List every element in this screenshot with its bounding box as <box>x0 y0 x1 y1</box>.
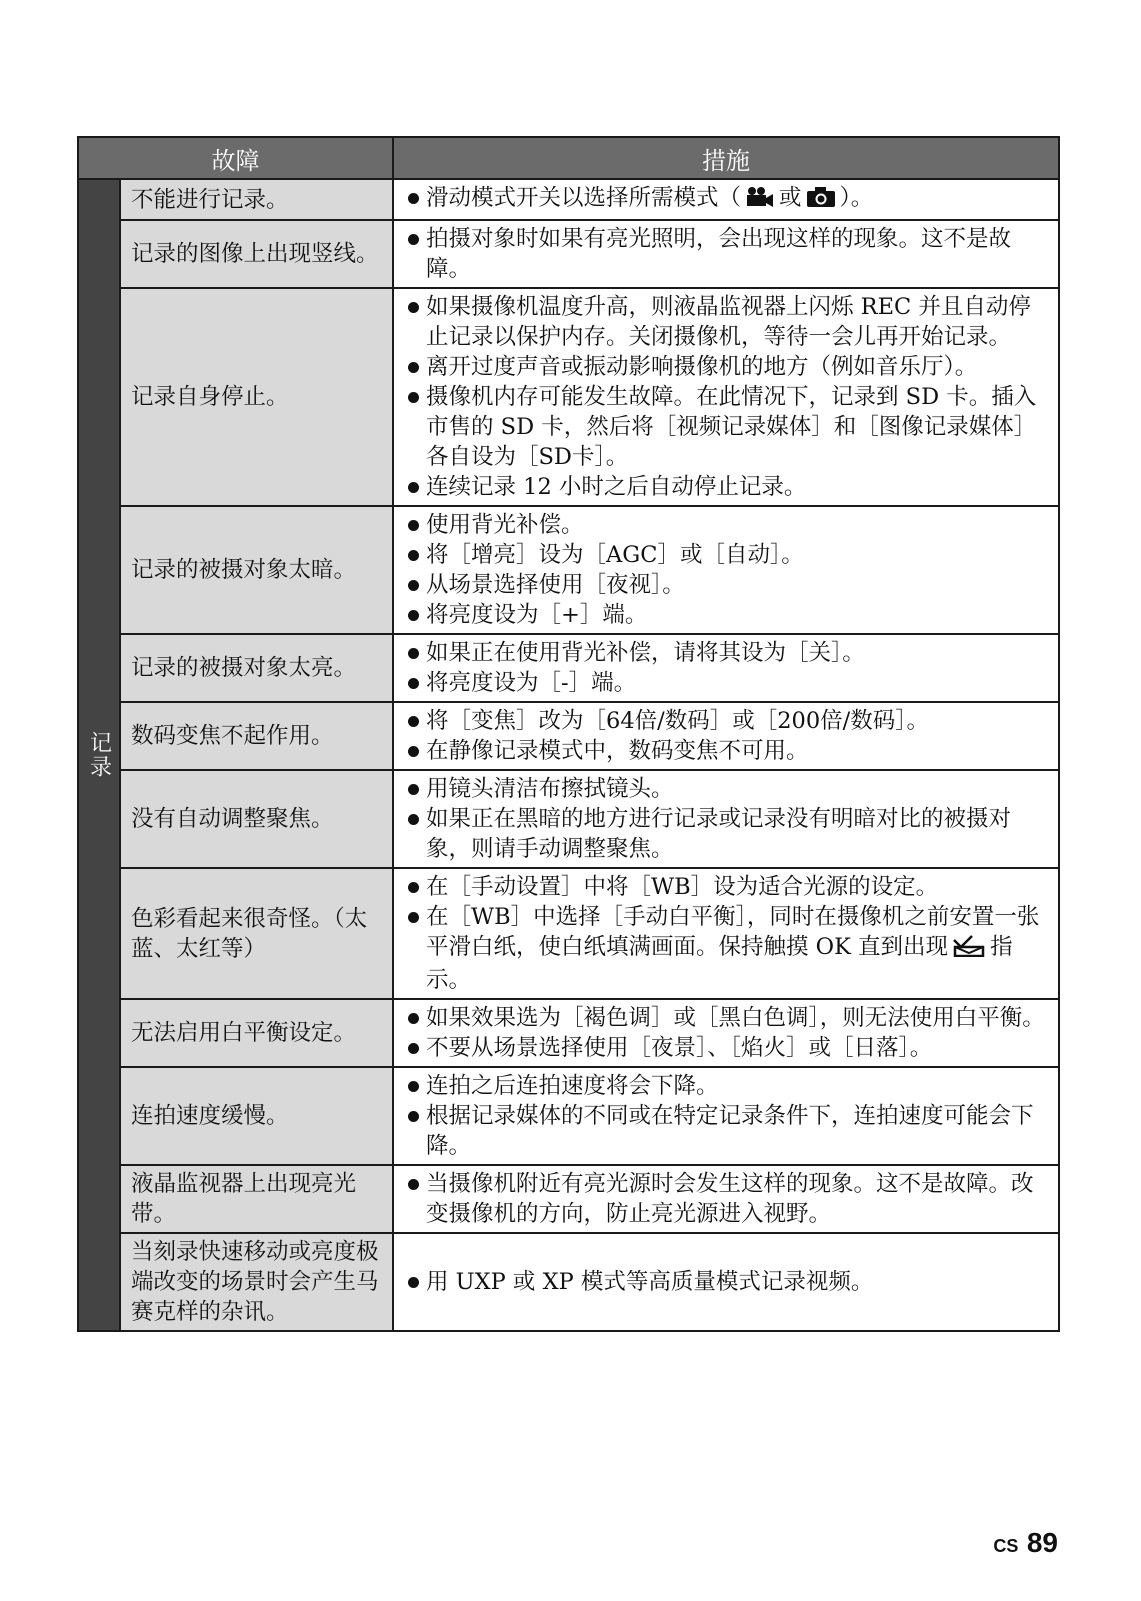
table-row <box>78 506 1059 634</box>
problem-cell: 数码变焦不起作用。 <box>120 702 393 770</box>
problem-cell: 记录的被摄对象太暗。 <box>120 506 393 634</box>
solution-cell <box>393 770 1059 868</box>
solution-item <box>408 706 1046 736</box>
solution-item <box>408 472 1046 502</box>
solution-cell <box>393 506 1059 634</box>
solution-text: 当摄像机附近有亮光源时会发生这样的现象。这不是故障。改变摄像机的方向，防止亮光源进入视野。 <box>426 1171 1034 1227</box>
solution-text: 连续记录 12 小时之后自动停止记录。 <box>426 474 807 500</box>
solution-item <box>408 1169 1046 1229</box>
bullet-icon <box>408 746 419 757</box>
problem-cell: 液晶监视器上出现亮光带。 <box>120 1165 393 1233</box>
solution-item <box>408 804 1046 864</box>
problem-cell: 无法启用白平衡设定。 <box>120 999 393 1067</box>
bullet-icon <box>408 193 419 204</box>
header-problem: 故障 <box>78 137 393 179</box>
solution-cell <box>393 179 1059 220</box>
solution-item <box>408 352 1046 382</box>
solution-item <box>408 382 1046 472</box>
problem-cell: 当刻录快速移动或亮度极端改变的场景时会产生马赛克样的杂讯。 <box>120 1233 393 1331</box>
solution-text: 离开过度声音或振动影响摄像机的地方（例如音乐厅）。 <box>426 354 978 380</box>
white-balance-icon <box>952 935 986 965</box>
solution-text-after: ）。 <box>839 185 874 211</box>
table-row <box>78 770 1059 868</box>
bullet-icon <box>408 1081 419 1092</box>
solution-item <box>408 292 1046 352</box>
solution-text-after: 指示。 <box>426 934 1013 993</box>
page-number: 89 <box>1026 1527 1058 1558</box>
bullet-icon <box>408 610 419 621</box>
solution-text: 用 UXP 或 XP 模式等高质量模式记录视频。 <box>426 1269 874 1295</box>
bullet-icon <box>408 550 419 561</box>
problem-cell: 记录自身停止。 <box>120 288 393 506</box>
table-row <box>78 702 1059 770</box>
table-row <box>78 179 1059 220</box>
page-language: CS <box>993 1536 1019 1556</box>
bullet-icon <box>408 648 419 659</box>
solution-item <box>408 668 1046 698</box>
solution-cell <box>393 1233 1059 1331</box>
table-row <box>78 220 1059 288</box>
solution-cell <box>393 288 1059 506</box>
bullet-icon <box>408 882 419 893</box>
problem-cell: 不能进行记录。 <box>120 179 393 220</box>
bullet-icon <box>408 912 419 923</box>
still-camera-icon <box>806 186 836 216</box>
bullet-icon <box>408 784 419 795</box>
solution-item <box>408 1033 1046 1063</box>
troubleshooting-table <box>77 136 1060 1332</box>
solution-text: 如果效果选为［褐色调］或［黑白色调］，则无法使用白平衡。 <box>426 1005 1045 1031</box>
solution-text: 摄像机内存可能发生故障。在此情况下，记录到 SD 卡。插入市售的 SD 卡，然后将［视频记录媒体］和［图像记录媒体］各自设为［SD卡］。 <box>426 384 1037 470</box>
solution-item <box>408 638 1046 668</box>
solution-item <box>408 872 1046 902</box>
solution-item <box>408 1101 1046 1161</box>
solution-item <box>408 570 1046 600</box>
solution-item <box>408 540 1046 570</box>
problem-cell: 记录的图像上出现竖线。 <box>120 220 393 288</box>
table-row <box>78 1233 1059 1331</box>
table-row <box>78 999 1059 1067</box>
bullet-icon <box>408 234 419 245</box>
page-footer <box>993 1527 1058 1559</box>
solution-text: 从场景选择使用［夜视］。 <box>426 572 685 598</box>
solution-text: 将亮度设为［-］端。 <box>426 670 637 696</box>
header-solution: 措施 <box>393 137 1059 179</box>
solution-text: 将［变焦］改为［64倍/数码］或［200倍/数码］。 <box>426 708 929 734</box>
bullet-icon <box>408 392 419 403</box>
bullet-icon <box>408 1013 419 1024</box>
solution-cell <box>393 868 1059 999</box>
solution-item <box>408 902 1046 995</box>
bullet-icon <box>408 1277 419 1288</box>
solution-text: 将亮度设为［+］端。 <box>426 602 648 628</box>
solution-text: 将［增亮］设为［AGC］或［自动］。 <box>426 542 804 568</box>
bullet-icon <box>408 678 419 689</box>
solution-cell <box>393 999 1059 1067</box>
solution-item <box>408 736 1046 766</box>
table-row <box>78 634 1059 702</box>
solution-cell <box>393 1165 1059 1233</box>
solution-text: 如果摄像机温度升高，则液晶监视器上闪烁 REC 并且自动停止记录以保护内存。关闭摄像机，等待一会儿再开始记录。 <box>426 294 1031 350</box>
solution-text: 如果正在使用背光补偿，请将其设为［关］。 <box>426 640 865 666</box>
solution-text: 在［手动设置］中将［WB］设为适合光源的设定。 <box>426 874 939 900</box>
solution-item <box>408 183 1046 216</box>
bullet-icon <box>408 1043 419 1054</box>
problem-cell: 色彩看起来很奇怪。（太蓝、太红等） <box>120 868 393 999</box>
bullet-icon <box>408 1111 419 1122</box>
table-row <box>78 1067 1059 1165</box>
problem-cell: 记录的被摄对象太亮。 <box>120 634 393 702</box>
bullet-icon <box>408 520 419 531</box>
section-label: 记录 <box>86 731 112 779</box>
table-row <box>78 1165 1059 1233</box>
solution-text: 连拍之后连拍速度将会下降。 <box>426 1073 719 1099</box>
solution-text: 如果正在黑暗的地方进行记录或记录没有明暗对比的被摄对象，则请手动调整聚焦。 <box>426 806 1012 862</box>
solution-item <box>408 774 1046 804</box>
solution-cell <box>393 1067 1059 1165</box>
solution-cell <box>393 702 1059 770</box>
table-row <box>78 868 1059 999</box>
solution-text-mid: 或 <box>779 185 802 211</box>
solution-text: 根据记录媒体的不同或在特定记录条件下，连拍速度可能会下降。 <box>426 1103 1034 1159</box>
solution-item <box>408 1267 1046 1297</box>
solution-text-before: 滑动模式开关以选择所需模式（ <box>426 185 742 211</box>
video-camera-icon <box>745 186 775 216</box>
problem-cell: 没有自动调整聚焦。 <box>120 770 393 868</box>
solution-cell <box>393 220 1059 288</box>
problem-cell: 连拍速度缓慢。 <box>120 1067 393 1165</box>
solution-item <box>408 510 1046 540</box>
solution-text: 用镜头清洁布擦拭镜头。 <box>426 776 674 802</box>
solution-item <box>408 224 1046 284</box>
table-row <box>78 288 1059 506</box>
bullet-icon <box>408 482 419 493</box>
solution-text: 使用背光补偿。 <box>426 512 584 538</box>
solution-text: 不要从场景选择使用［夜景］、［焰火］或［日落］。 <box>426 1035 933 1061</box>
bullet-icon <box>408 362 419 373</box>
solution-cell <box>393 634 1059 702</box>
bullet-icon <box>408 580 419 591</box>
solution-item <box>408 1003 1046 1033</box>
bullet-icon <box>408 716 419 727</box>
solution-text-before: 在［WB］中选择［手动白平衡］，同时在摄像机之前安置一张平滑白纸，使白纸填满画面。保持触摸 OK 直到出现 <box>426 904 1040 960</box>
section-tab <box>78 179 120 1331</box>
bullet-icon <box>408 302 419 313</box>
solution-item <box>408 1071 1046 1101</box>
solution-item <box>408 600 1046 630</box>
solution-text: 在静像记录模式中，数码变焦不可用。 <box>426 738 809 764</box>
table-header-row <box>78 137 1059 179</box>
bullet-icon <box>408 1179 419 1190</box>
solution-text: 拍摄对象时如果有亮光照明，会出现这样的现象。这不是故障。 <box>426 226 1012 282</box>
bullet-icon <box>408 814 419 825</box>
